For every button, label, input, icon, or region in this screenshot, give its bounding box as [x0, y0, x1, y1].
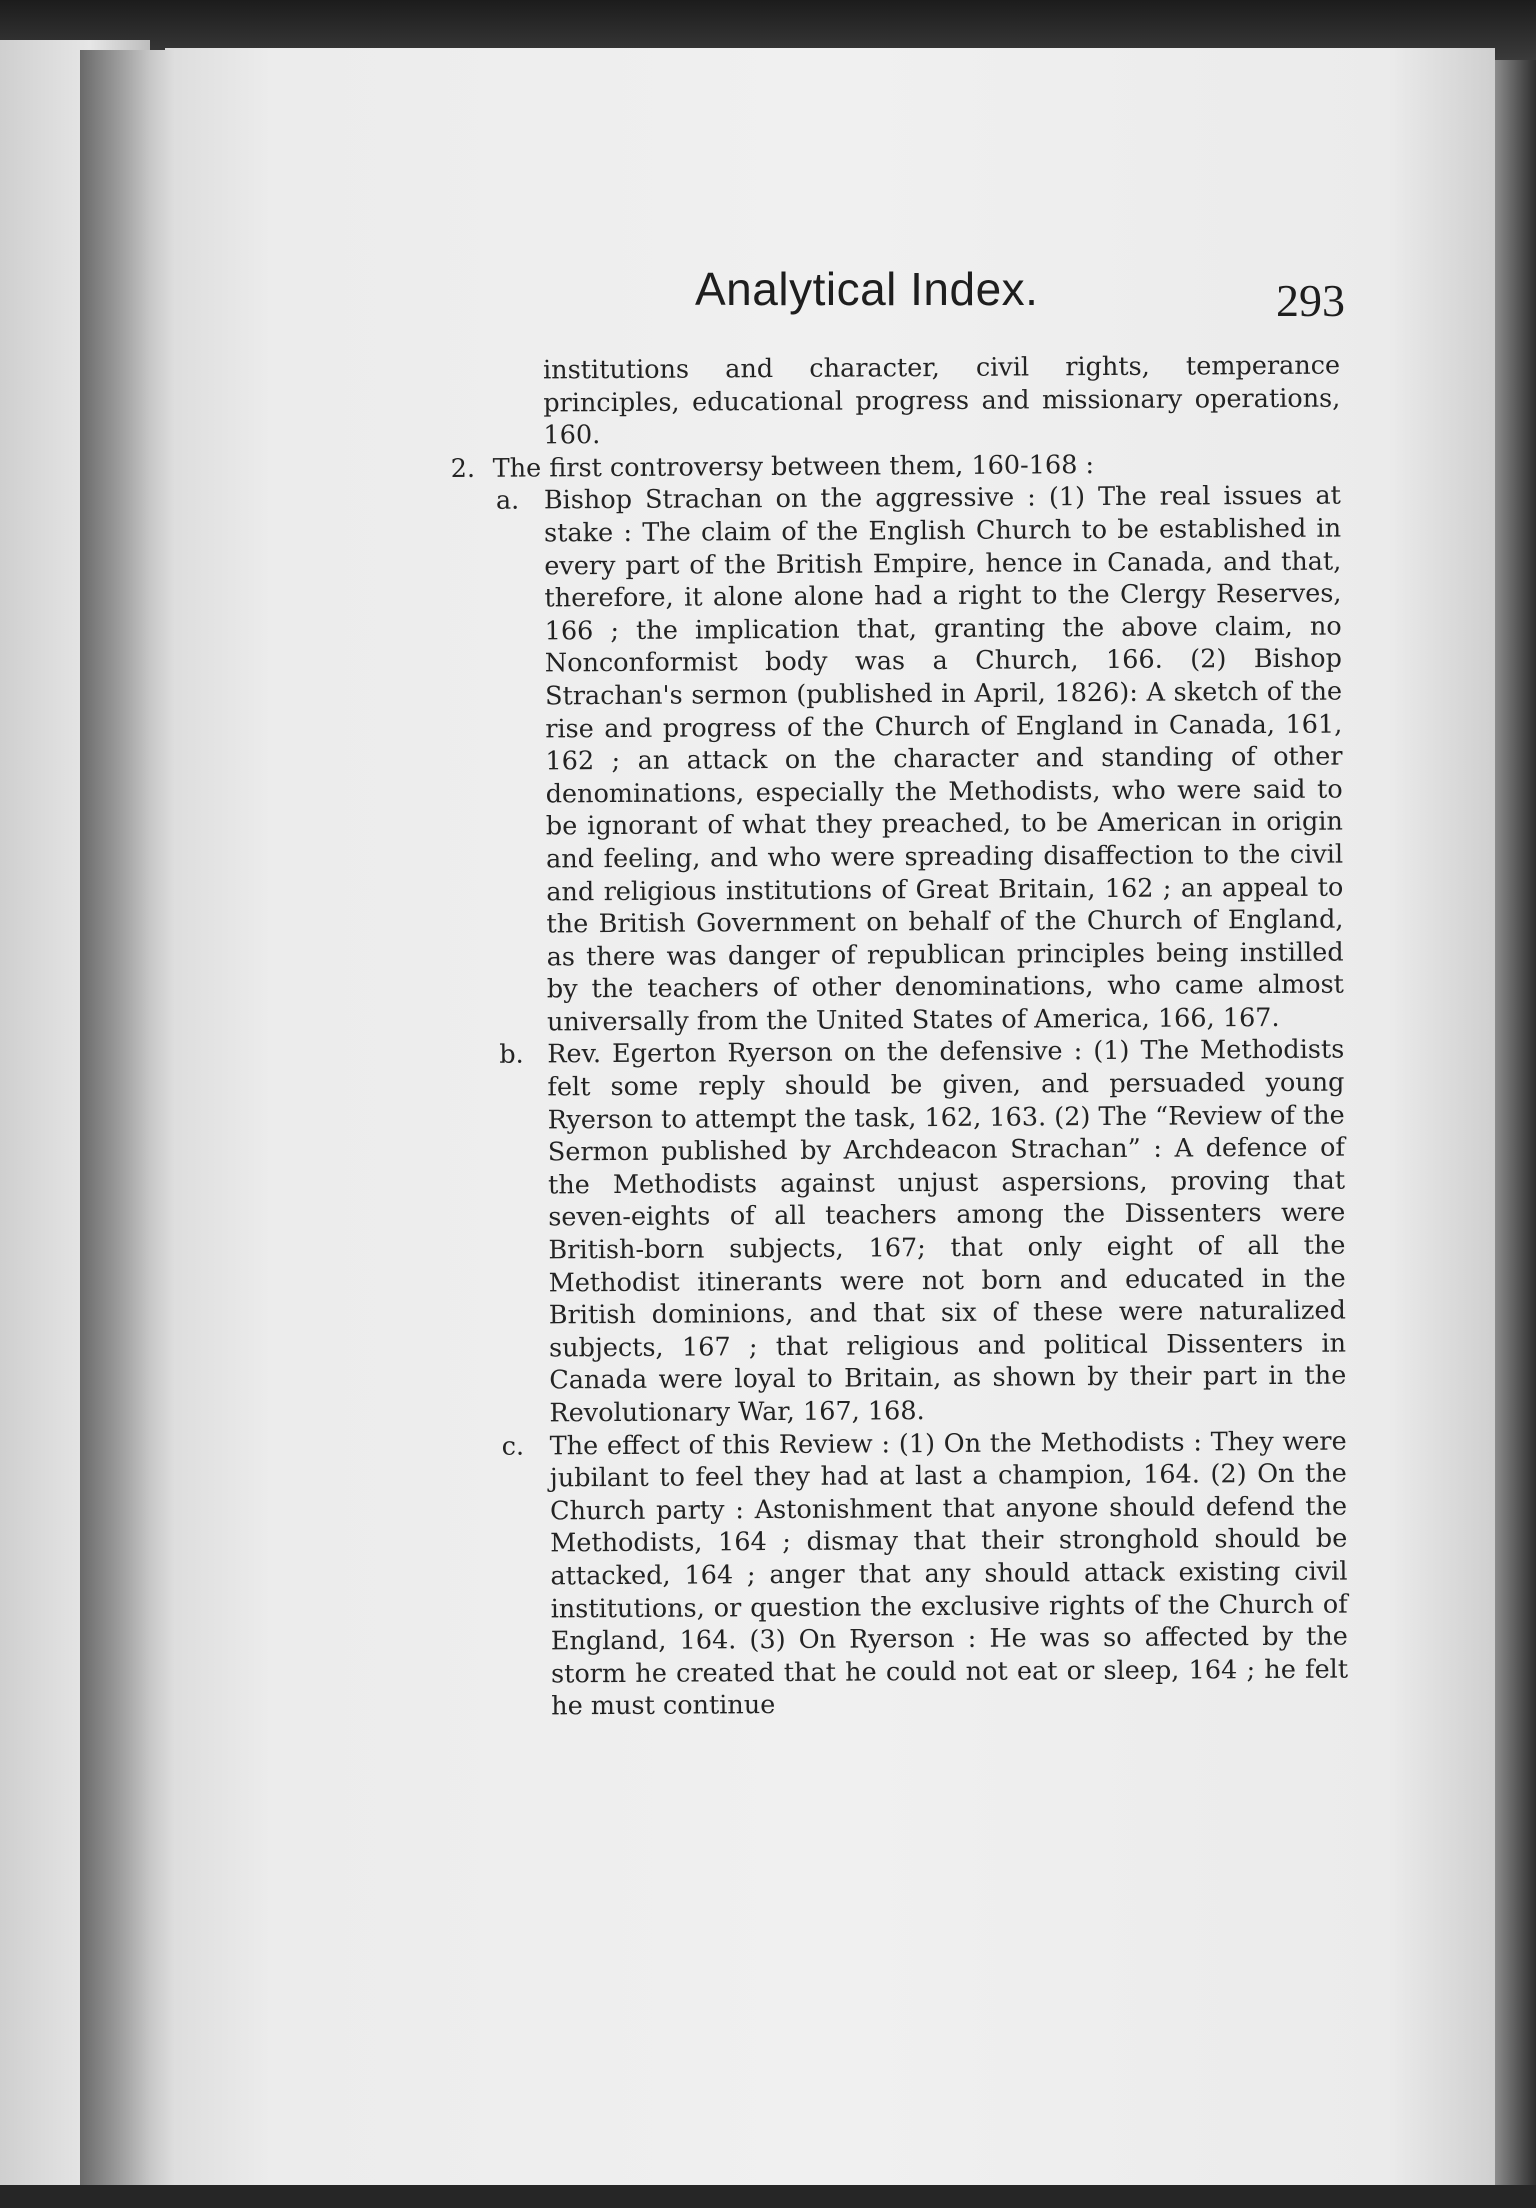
- index-item-a: [496, 480, 1344, 1039]
- item-text: The effect of this Review : (1) On the Methodists : They were jubilant to feel they had at last a champion, 164. (2) On the Church party : Astonishment that anyone should defend the Methodists, 164 ; dismay that their stronghold should be attacked, 164 ; anger that any should attack existing civil institutions, or question the exclusive rights of the Church of England, 164. (3) On Ryerson : He was so affected by the storm he created that he could not eat or sleep, 164 ; he felt he must continue: [549, 1426, 1349, 1722]
- item-text: Bishop Strachan on the aggressive : (1) The real issues at stake : The claim of the English Church to be established in every part of the British Empire, hence in Canada, and that, therefore, it alone alone had a right to the Clergy Reserves, 166 ; the implication that, granting the above claim, no Nonconformist body was a Church, 166. (2) Bishop Strachan's sermon (published in April, 1826): A sketch of the rise and progress of the Church of England in Canada, 161, 162 ; an attack on the character and standing of other denominations, especially the Methodists, who were said to be ignorant of what they preached, to be American in origin and feeling, and who were spreading disaffection to the civil and religious institutions of Great Britain, 162 ; an appeal to the British Government on behalf of the Church of England, as there was danger of republican principles being instilled by the teachers of other denominations, who came almost universally from the United States of America, 166, 167.: [543, 480, 1344, 1038]
- page-right-edge-shadow: [1495, 60, 1536, 2208]
- section-heading: [451, 447, 1341, 485]
- item-marker: b.: [499, 1040, 524, 1071]
- book-gutter-shadow: [80, 50, 175, 2200]
- continued-entry: institutions and character, civil rights, temperance principles, educational progress and missionary operations, 160.: [543, 350, 1341, 451]
- scan-bottom-border: [0, 2185, 1536, 2208]
- section-heading-text: The first controversy between them, 160-168 :: [492, 449, 1095, 484]
- item-text: Rev. Egerton Ryerson on the defensive : (1) The Methodists felt some reply should be given, and persuaded young Ryerson to attempt the task, 162, 163. (2) The “Review of the Sermon published by Archdeacon Strachan” : A defence of the Methodists against unjust aspersions, proving that seven-eights of all teachers among the Dissenters were British-born subjects, 167; that only eight of all the Methodist itinerants were not born and educated in the British dominions, and that six of these were naturalized subjects, 167 ; that religious and political Dissenters in Canada were loyal to Britain, as shown by their part in the Revolutionary War, 167, 168.: [547, 1035, 1347, 1429]
- item-marker: a.: [495, 485, 520, 517]
- index-item-c: [502, 1425, 1349, 1724]
- page-header: [695, 262, 1345, 342]
- index-item-b: [499, 1034, 1346, 1430]
- index-body: [450, 350, 1348, 1724]
- running-title: Analytical Index.: [695, 263, 1039, 315]
- index-item-list: [451, 480, 1349, 1724]
- section-marker: 2.: [450, 453, 476, 484]
- item-marker: c.: [501, 1431, 525, 1462]
- page-number: 293: [1276, 275, 1345, 326]
